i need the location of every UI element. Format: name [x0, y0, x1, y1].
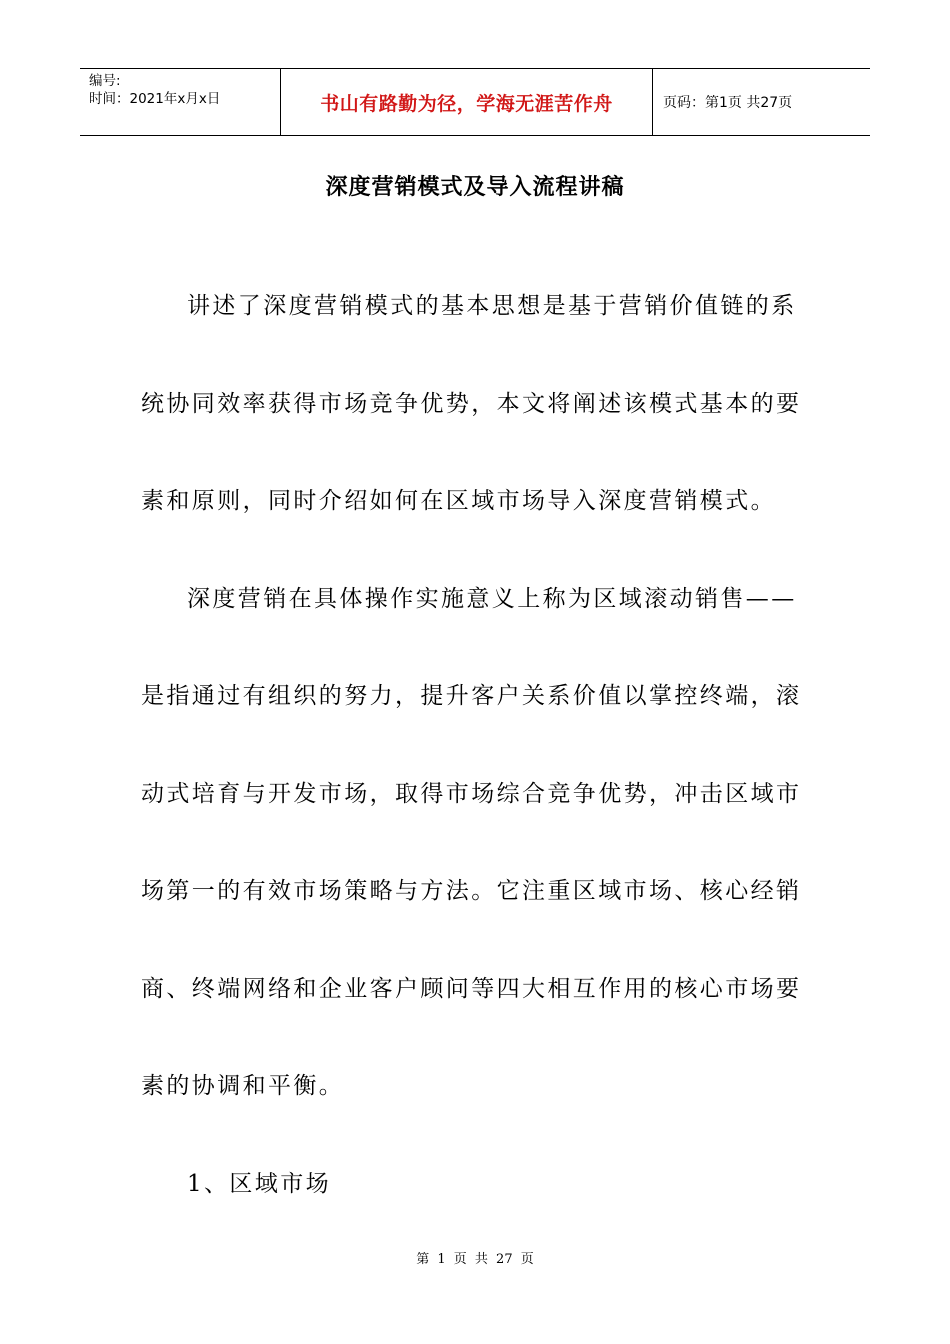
page-info-text: 页码：第1页 共27页	[663, 95, 793, 111]
number-label: 编号:	[89, 73, 121, 89]
time-label: 时间：2021年x月x日	[89, 91, 221, 107]
motto-text: 书山有路勤为径，学海无涯苦作舟	[320, 92, 613, 115]
document-header	[80, 68, 870, 136]
header-motto	[281, 69, 653, 135]
document-body	[141, 258, 811, 1233]
document-title: 深度营销模式及导入流程讲稿	[325, 174, 625, 200]
page-footer: 第 1 页 共 27 页	[416, 1252, 534, 1267]
paragraph-definition: 深度营销在具体操作实施意义上称为区域滚动销售——是指通过有组织的努力，提升客户关系价值以掌控终端，滚动式培育与开发市场，取得市场综合竞争优势，冲击区域市场第一的有效市场策略与方法。它注重区域市场、核心经销商、终端网络和企业客户顾问等四大相互作用的核心市场要素的协调和平衡。	[141, 585, 802, 1099]
header-page-info	[653, 69, 870, 135]
paragraph-intro: 讲述了深度营销模式的基本思想是基于营销价值链的系统协同效率获得市场竞争优势，本文将阐述该模式基本的要素和原则，同时介绍如何在区域市场导入深度营销模式。	[141, 293, 802, 514]
header-meta	[80, 69, 281, 135]
section-heading-regional-market: 1、区域市场	[187, 1170, 332, 1197]
